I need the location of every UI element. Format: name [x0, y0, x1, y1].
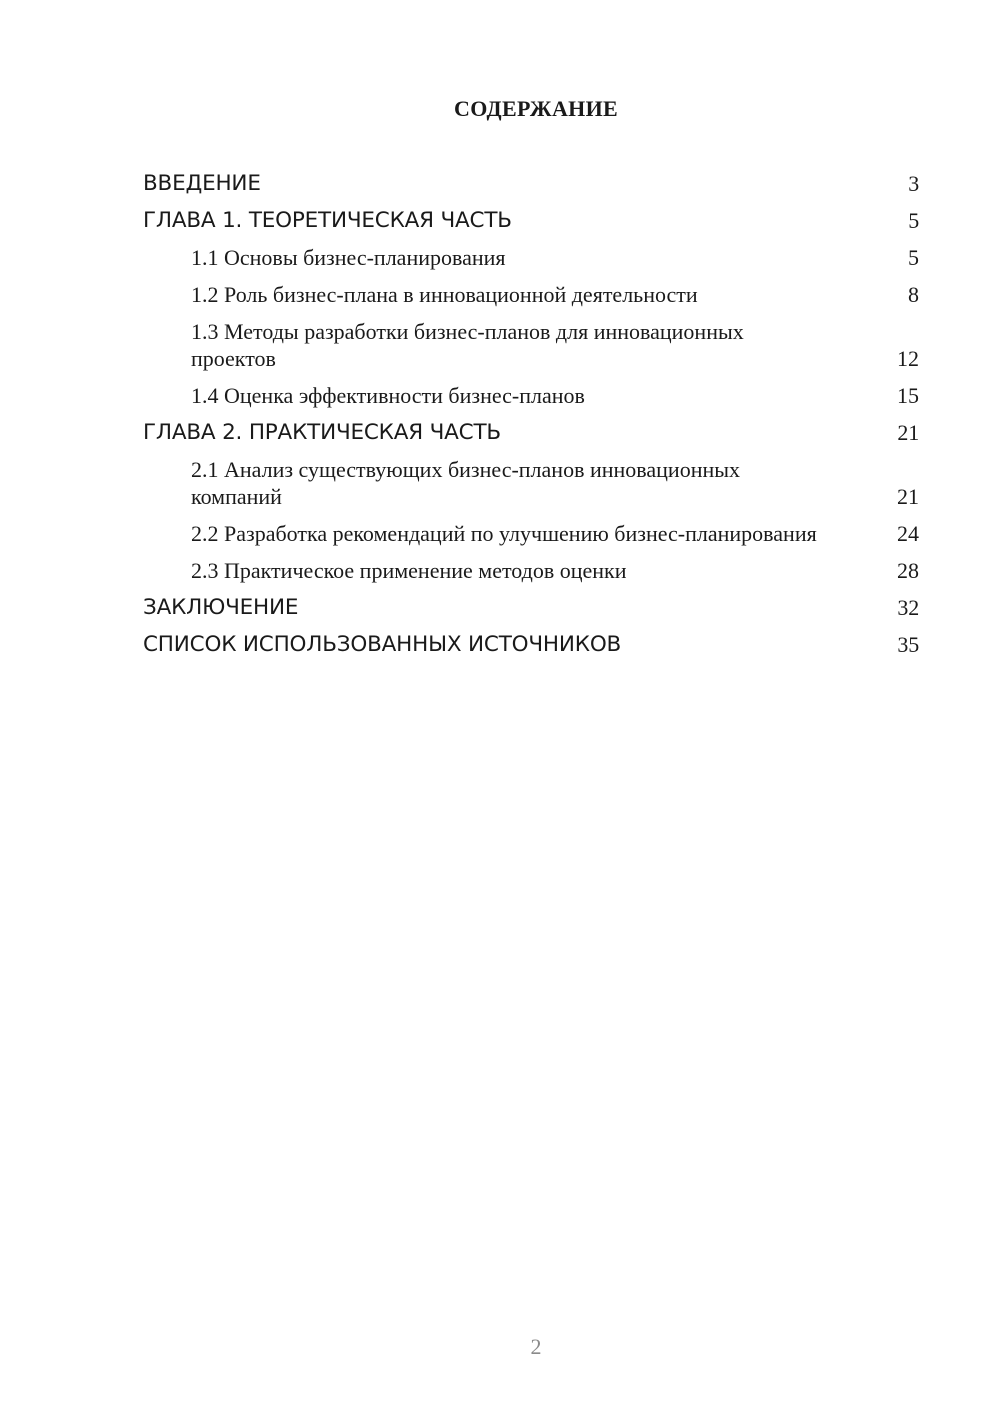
toc-entry-label: 2.2 Разработка рекомендаций по улучшению бизнес-планирования — [191, 521, 817, 546]
toc-entry-section-1-4 — [143, 382, 919, 409]
page-number: 2 — [530, 1334, 542, 1359]
toc-entry-section-2-2 — [143, 520, 919, 547]
toc-entry-page: 32 — [897, 595, 919, 620]
toc-entry-label: 2.3 Практическое применение методов оценки — [191, 558, 627, 583]
toc-entry-page: 5 — [908, 245, 919, 270]
toc-entry-label: 1.1 Основы бизнес-планирования — [191, 245, 506, 270]
toc-entry-section-2-1 — [143, 456, 919, 510]
toc-entry-label: ВВЕДЕНИЕ — [143, 171, 261, 196]
toc-entry-chapter-2 — [143, 419, 919, 447]
toc-entry-conclusion — [143, 594, 919, 622]
toc-entry-introduction — [143, 170, 919, 198]
toc-entry-page: 5 — [908, 208, 919, 233]
toc-title: СОДЕРЖАНИЕ — [454, 96, 618, 121]
toc-entry-label: 2.1 Анализ существующих бизнес-планов инновационных компаний — [191, 457, 741, 509]
toc-entry-label: ГЛАВА 1. ТЕОРЕТИЧЕСКАЯ ЧАСТЬ — [143, 208, 512, 233]
toc-entry-page: 8 — [908, 282, 919, 307]
toc-entry-page: 12 — [897, 346, 919, 371]
toc-entry-section-1-1 — [143, 244, 919, 271]
toc-entry-page: 21 — [897, 420, 919, 445]
toc-entry-page: 15 — [897, 383, 919, 408]
toc-entry-section-1-2 — [143, 281, 919, 308]
toc-entry-label: 1.2 Роль бизнес-плана в инновационной деятельности — [191, 282, 698, 307]
toc-entry-chapter-1 — [143, 207, 919, 235]
toc-entry-page: 21 — [897, 484, 919, 509]
toc-entry-label: 1.4 Оценка эффективности бизнес-планов — [191, 383, 585, 408]
toc-entry-label: СПИСОК ИСПОЛЬЗОВАННЫХ ИСТОЧНИКОВ — [143, 632, 622, 657]
toc-entry-page: 24 — [897, 521, 919, 546]
toc-entry-section-1-3 — [143, 318, 919, 372]
toc-entry-label: 1.3 Методы разработки бизнес-планов для инновационных проектов — [191, 319, 744, 371]
table-of-contents — [143, 170, 919, 668]
toc-entry-section-2-3 — [143, 557, 919, 584]
toc-entry-label: ГЛАВА 2. ПРАКТИЧЕСКАЯ ЧАСТЬ — [143, 420, 501, 445]
toc-entry-references — [143, 631, 919, 659]
toc-entry-label: ЗАКЛЮЧЕНИЕ — [143, 595, 299, 620]
toc-entry-page: 28 — [897, 558, 919, 583]
toc-entry-page: 3 — [908, 171, 919, 196]
toc-entry-page: 35 — [897, 632, 919, 657]
